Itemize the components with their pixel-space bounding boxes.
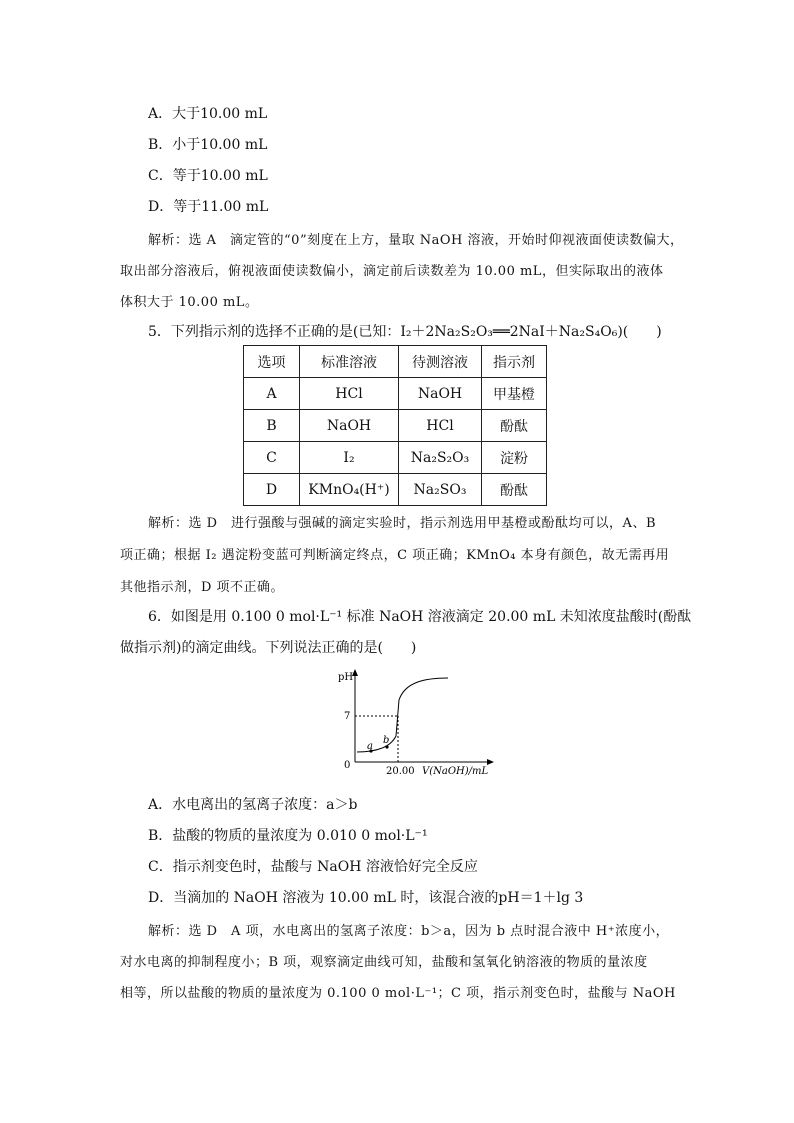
table-cell: KMnO₄(H⁺) <box>300 474 399 506</box>
table-row <box>244 474 547 506</box>
table-cell: D <box>244 474 300 506</box>
table-cell: NaOH <box>300 410 399 442</box>
table-cell: A <box>244 378 300 410</box>
table-cell: B <box>244 410 300 442</box>
table-cell: C <box>244 442 300 474</box>
q6-analysis: 相等，所以盐酸的物质的量浓度为 0.100 0 mol·L⁻¹；C 项，指示剂变色时，盐酸与 NaOH <box>120 986 676 1001</box>
table-cell: HCl <box>399 410 482 442</box>
table-header: 指示剂 <box>482 346 547 378</box>
q6-stem: 6．如图是用 0.100 0 mol·L⁻¹ 标准 NaOH 溶液滴定 20.00 mL 未知浓度盐酸时(酚酞 <box>148 609 692 625</box>
table-row <box>244 378 547 410</box>
q5-table <box>243 345 547 506</box>
table-row <box>244 410 547 442</box>
x-tick-20: 20.00 <box>386 766 415 777</box>
q6-analysis: 解析：选 D A 项，水电离出的氢离子浓度：b＞a，因为 b 点时混合液中 H⁺浓度小， <box>148 924 670 939</box>
q4-option-d: D．等于11.00 mL <box>148 199 269 215</box>
table-cell: 酚酞 <box>482 474 547 506</box>
q4-option-b: B．小于10.00 mL <box>148 137 268 153</box>
q6-option-b: B．盐酸的物质的量浓度为 0.010 0 mol·L⁻¹ <box>148 828 428 844</box>
q6-stem: 做指示剂)的滴定曲线。下列说法正确的是( ) <box>120 640 417 656</box>
q5-analysis: 项正确；根据 I₂ 遇淀粉变蓝可判断滴定终点，C 项正确；KMnO₄ 本身有颜色，故无需再用 <box>120 548 670 563</box>
table-cell: Na₂S₂O₃ <box>399 442 482 474</box>
q6-option-a: A．水电离出的氢离子浓度：a＞b <box>148 797 358 813</box>
q4-analysis: 解析：选 A 滴定管的“0”刻度在上方，量取 NaOH 溶液，开始时仰视液面使读数偏大， <box>148 233 684 248</box>
q5-stem: 5．下列指示剂的选择不正确的是(已知：I₂＋2Na₂S₂O₃══2NaI＋Na₂S₄O₆)( ) <box>148 324 662 340</box>
table-header: 待测溶液 <box>399 346 482 378</box>
table-cell: 酚酞 <box>482 410 547 442</box>
table-cell: NaOH <box>399 378 482 410</box>
table-header: 标准溶液 <box>300 346 399 378</box>
q5-analysis: 解析：选 D 进行强酸与强碱的滴定实验时，指示剂选用甲基橙或酚酞均可以，A、B <box>148 516 656 531</box>
origin-label: 0 <box>344 760 351 771</box>
q6-analysis: 对水电离的抑制程度小；B 项，观察滴定曲线可知，盐酸和氢氧化钠溶液的物质的量浓度 <box>120 955 648 970</box>
q4-analysis: 体积大于 10.00 mL。 <box>120 295 259 310</box>
table-cell: HCl <box>300 378 399 410</box>
q4-option-c: C．等于10.00 mL <box>148 168 268 184</box>
q4-analysis: 取出部分溶液后，俯视液面使读数偏小，滴定前后读数差为 10.00 mL，但实际取出的液体 <box>120 264 664 279</box>
x-axis-arrow-icon <box>487 759 494 765</box>
table-cell: Na₂SO₃ <box>399 474 482 506</box>
point-b-label: b <box>383 735 390 746</box>
y-tick-7: 7 <box>344 711 351 722</box>
x-axis-label: V(NaOH)/mL <box>422 766 489 777</box>
q5-analysis: 其他指示剂，D 项不正确。 <box>120 580 285 595</box>
q4-option-a: A．大于10.00 mL <box>148 106 268 122</box>
table-header: 选项 <box>244 346 300 378</box>
table-cell: I₂ <box>300 442 399 474</box>
point-a-label: a <box>367 741 373 752</box>
table-cell: 甲基橙 <box>482 378 547 410</box>
table-cell: 淀粉 <box>482 442 547 474</box>
q6-option-d: D．当滴加的 NaOH 溶液为 10.00 mL 时，该混合液的pH＝1＋lg 3 <box>148 890 584 906</box>
titration-curve-graph <box>330 668 500 780</box>
table-row <box>244 442 547 474</box>
q6-option-c: C．指示剂变色时，盐酸与 NaOH 溶液恰好完全反应 <box>148 859 478 875</box>
y-axis-label: pH <box>338 672 354 683</box>
table-header-row <box>244 346 547 378</box>
